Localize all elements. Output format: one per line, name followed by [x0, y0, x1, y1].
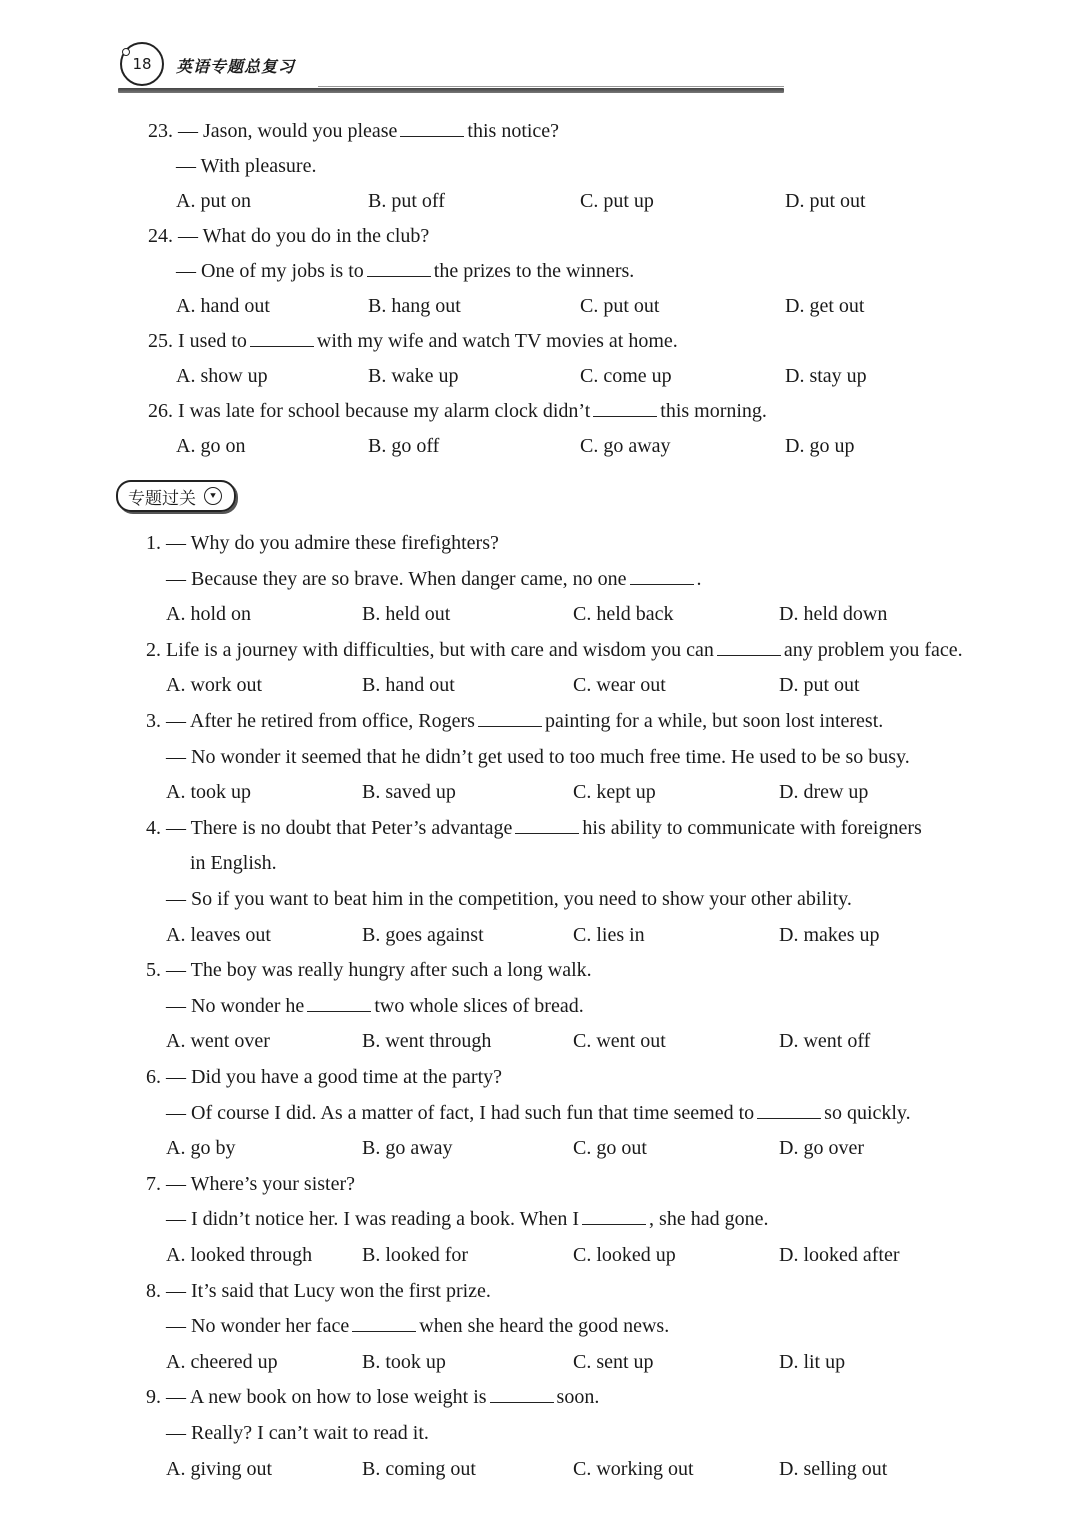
question-text: 23. — Jason, would you please: [148, 120, 398, 142]
question-text: — One of my jobs is to: [176, 260, 364, 282]
question-text: 1. — Why do you admire these firefighters?: [146, 532, 499, 554]
answer-option-b[interactable]: B. coming out: [362, 1457, 476, 1480]
question-text: his ability to communicate with foreigners: [582, 816, 922, 839]
page-number-badge: [120, 42, 164, 86]
answer-option-a[interactable]: A. go by: [166, 1137, 236, 1160]
question-text: any problem you face.: [783, 638, 963, 661]
question-text: so quickly.: [824, 1101, 911, 1124]
answer-option-b[interactable]: B. took up: [362, 1350, 446, 1373]
answer-option-a[interactable]: A. put on: [176, 190, 251, 212]
question-line: [166, 1420, 429, 1446]
question-text: 24. — What do you do in the club?: [148, 225, 430, 247]
question-text: this morning.: [660, 400, 767, 422]
header-rule: [118, 88, 784, 93]
question-text: 26. I was late for school because my alarm clock didn’t: [148, 400, 591, 422]
question-stem: [146, 815, 922, 841]
answer-option-c[interactable]: C. go out: [573, 1137, 647, 1160]
question-text: — No wonder her face: [166, 1315, 350, 1338]
question-text: 2. Life is a journey with difficulties, but with care and wisdom you can: [146, 638, 714, 661]
answer-option-b[interactable]: B. went through: [362, 1030, 492, 1053]
question-line: [166, 1206, 768, 1232]
answer-option-c[interactable]: C. sent up: [573, 1350, 654, 1373]
answer-blank: [582, 1206, 646, 1225]
answer-option-c[interactable]: C. come up: [580, 365, 672, 387]
question-text: , she had gone.: [649, 1208, 769, 1231]
question-stem: [146, 530, 499, 556]
answer-option-c[interactable]: C. held back: [573, 603, 674, 626]
question-text: — Really? I can’t wait to read it.: [166, 1422, 429, 1444]
answer-option-d[interactable]: D. get out: [785, 295, 865, 317]
answer-option-a[interactable]: A. go on: [176, 435, 246, 457]
answer-option-b[interactable]: B. hand out: [362, 674, 455, 697]
answer-option-d[interactable]: D. looked after: [779, 1244, 900, 1266]
question-stem: [146, 1171, 355, 1197]
answer-blank: [717, 637, 781, 656]
answer-blank: [490, 1384, 554, 1403]
answer-option-b[interactable]: B. put off: [368, 190, 445, 212]
answer-option-a[interactable]: A. took up: [166, 781, 251, 804]
question-text: when she heard the good news.: [419, 1315, 670, 1338]
answer-option-b[interactable]: B. goes against: [362, 923, 484, 946]
question-text: with my wife and watch TV movies at home.: [316, 330, 678, 352]
answer-option-d[interactable]: D. put out: [779, 674, 860, 697]
question-line: [166, 1100, 911, 1126]
question-stem: [148, 223, 429, 249]
answer-blank: [515, 815, 579, 834]
page-header: [118, 40, 784, 100]
question-text: 8. — It’s said that Lucy won the first prize.: [146, 1279, 491, 1302]
question-text: soon.: [556, 1386, 600, 1409]
answer-option-b[interactable]: B. looked for: [362, 1244, 469, 1266]
answer-option-c[interactable]: C. go away: [580, 435, 671, 457]
answer-option-b[interactable]: B. hang out: [368, 295, 461, 317]
question-stem: [148, 328, 678, 354]
answer-blank: [478, 708, 542, 727]
question-line: [166, 744, 910, 770]
answer-option-d[interactable]: D. makes up: [779, 923, 880, 946]
answer-blank: [630, 566, 694, 585]
question-text: painting for a while, but soon lost interest.: [544, 710, 884, 732]
question-line: [166, 566, 702, 592]
answer-option-a[interactable]: A. hold on: [166, 603, 251, 626]
question-text: .: [696, 567, 702, 590]
question-stem: [146, 1064, 502, 1090]
answer-blank: [352, 1313, 416, 1332]
answer-blank: [757, 1100, 821, 1119]
section-tag: [116, 480, 236, 512]
answer-option-b[interactable]: B. wake up: [368, 365, 459, 387]
question-line: [166, 886, 852, 912]
answer-option-a[interactable]: A. looked through: [166, 1244, 313, 1266]
answer-option-c[interactable]: C. wear out: [573, 674, 666, 697]
question-text: 25. I used to: [148, 330, 247, 352]
question-stem: [146, 708, 883, 734]
question-stem: [148, 118, 559, 144]
answer-option-c[interactable]: C. working out: [573, 1457, 694, 1480]
answer-option-a[interactable]: A. hand out: [176, 295, 270, 317]
question-text: 4. — There is no doubt that Peter’s advantage: [146, 816, 513, 839]
question-text: — No wonder he: [166, 994, 305, 1017]
answer-option-b[interactable]: B. saved up: [362, 781, 456, 804]
header-rule-thin: [318, 86, 784, 87]
answer-blank: [367, 258, 431, 277]
question-text: — So if you want to beat him in the competition, you need to show your other ability.: [166, 888, 852, 910]
question-stem: [146, 637, 963, 663]
question-text: — I didn’t notice her. I was reading a book. When I: [166, 1208, 580, 1231]
answer-option-c[interactable]: C. went out: [573, 1030, 666, 1053]
answer-option-d[interactable]: D. put out: [785, 190, 866, 212]
question-text: the prizes to the winners.: [433, 260, 635, 282]
question-text: — No wonder it seemed that he didn’t get used to too much free time. He used to be so busy.: [166, 745, 910, 768]
answer-option-a[interactable]: A. show up: [176, 365, 268, 387]
answer-option-d[interactable]: D. go over: [779, 1137, 864, 1160]
question-text: 5. — The boy was really hungry after such a long walk.: [146, 959, 592, 982]
answer-option-c[interactable]: C. put up: [580, 190, 654, 212]
answer-option-b[interactable]: B. go off: [368, 435, 440, 457]
answer-option-c[interactable]: C. looked up: [573, 1244, 676, 1266]
answer-option-a[interactable]: A. cheered up: [166, 1350, 278, 1373]
answer-option-c[interactable]: C. put out: [580, 295, 660, 317]
question-text: — Because they are so brave. When danger came, no one: [166, 567, 627, 590]
answer-option-d[interactable]: D. went off: [779, 1030, 871, 1053]
question-stem: [146, 957, 592, 983]
answer-blank: [250, 328, 314, 347]
badge-dot-icon: [122, 48, 130, 56]
answer-blank: [307, 993, 371, 1012]
answer-option-b[interactable]: B. held out: [362, 603, 451, 626]
answer-option-d[interactable]: D. selling out: [779, 1457, 888, 1480]
answer-option-a[interactable]: A. went over: [166, 1030, 270, 1053]
question-stem: [146, 1278, 491, 1304]
question-text: this notice?: [467, 120, 560, 142]
answer-option-a[interactable]: A. work out: [166, 674, 263, 697]
question-text: 6. — Did you have a good time at the party?: [146, 1066, 503, 1088]
question-text: 9. — A new book on how to lose weight is: [146, 1386, 487, 1409]
answer-option-d[interactable]: D. stay up: [785, 365, 867, 387]
question-text: in English.: [190, 852, 277, 875]
answer-option-d[interactable]: D. lit up: [779, 1350, 846, 1373]
question-line: [166, 1313, 669, 1339]
chevron-double-down-icon: ⯆: [204, 487, 222, 505]
question-line: [190, 850, 277, 876]
question-line: [176, 258, 634, 284]
answer-option-b[interactable]: B. go away: [362, 1137, 453, 1160]
page-number: 18: [132, 55, 152, 73]
answer-option-c[interactable]: C. lies in: [573, 923, 645, 946]
answer-option-a[interactable]: A. giving out: [166, 1457, 273, 1480]
question-line: [176, 153, 316, 179]
section-tag-label: 专题过关: [128, 488, 196, 509]
answer-option-a[interactable]: A. leaves out: [166, 923, 271, 946]
question-text: — With pleasure.: [176, 155, 317, 177]
question-stem: [148, 398, 767, 424]
answer-option-d[interactable]: D. drew up: [779, 781, 869, 804]
question-text: 7. — Where’s your sister?: [146, 1172, 356, 1195]
question-text: — Of course I did. As a matter of fact, I had such fun that time seemed to: [166, 1101, 755, 1124]
question-line: [166, 993, 584, 1019]
answer-option-d[interactable]: D. go up: [785, 435, 855, 457]
answer-option-d[interactable]: D. held down: [779, 603, 888, 626]
answer-blank: [593, 398, 657, 417]
question-text: 3. — After he retired from office, Rogers: [146, 710, 475, 732]
question-text: two whole slices of bread.: [374, 994, 584, 1017]
answer-option-c[interactable]: C. kept up: [573, 781, 656, 804]
header-title: 英语专题总复习: [176, 57, 296, 76]
question-stem: [146, 1384, 599, 1410]
answer-blank: [400, 118, 464, 137]
